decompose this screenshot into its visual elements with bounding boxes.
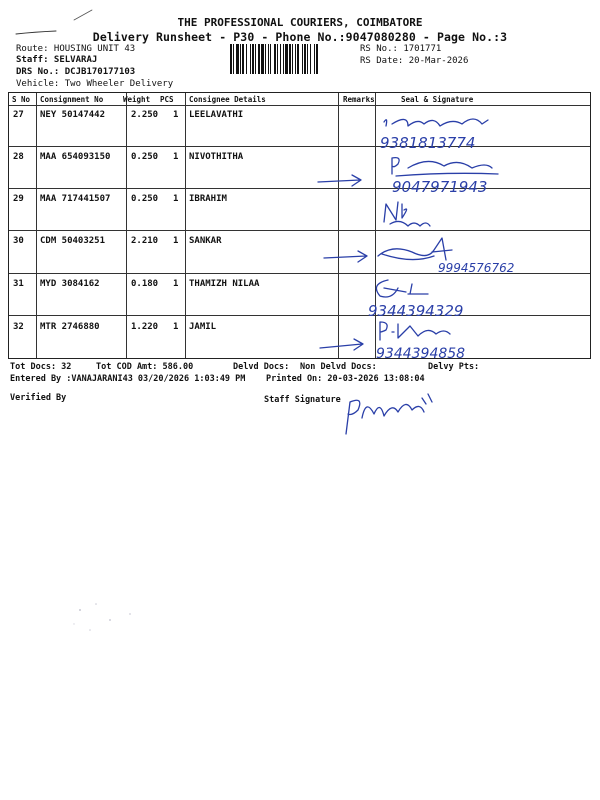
scan-speckles	[60, 590, 170, 650]
barcode-bar	[302, 44, 303, 74]
header-consignment: Consignment No	[40, 95, 104, 104]
barcode-bar	[304, 44, 306, 74]
header-weight: Weight	[123, 95, 151, 104]
row-consignment: MTR 2746880	[40, 322, 100, 332]
barcode-bar	[240, 44, 241, 74]
row-pcs: 1	[173, 152, 179, 162]
signature-row-30	[372, 234, 542, 278]
barcode-bar	[277, 44, 278, 74]
row-consignee: JAMIL	[189, 322, 217, 332]
staff-signature-label: Staff Signature	[264, 395, 341, 405]
phone-row-28: 9047971943	[392, 178, 488, 196]
barcode-bar	[280, 44, 281, 74]
row-weight: 0.250	[131, 194, 159, 204]
row-sno: 27	[13, 110, 24, 120]
barcode-bar	[233, 44, 234, 74]
row-weight: 0.180	[131, 279, 159, 289]
barcode-bar	[246, 44, 247, 74]
barcode-bar	[265, 44, 266, 74]
total-docs: Tot Docs: 32	[10, 362, 72, 372]
delivered-docs: Delvd Docs:	[233, 362, 290, 372]
runsheet-subtitle: Delivery Runsheet - P30 - Phone No.:9047080280 - Page No.:3	[92, 30, 508, 44]
barcode-bar	[255, 44, 256, 74]
delivery-points: Delvy Pts:	[428, 362, 480, 372]
barcode-bar	[252, 44, 254, 74]
entered-by: Entered By :VANAJARANI43 03/20/2026 1:03:49 PM	[10, 374, 246, 384]
row-consignment: NEY 50147442	[40, 110, 106, 120]
staff-signature	[336, 388, 446, 438]
barcode-bar	[307, 44, 308, 74]
barcode-bar	[242, 44, 244, 74]
barcode	[230, 44, 354, 74]
signature-row-32	[374, 318, 504, 362]
row-sno: 32	[13, 322, 24, 332]
barcode-bar	[292, 44, 293, 74]
row-weight: 2.250	[131, 110, 159, 120]
row-sno: 30	[13, 236, 24, 246]
row-pcs: 1	[173, 110, 179, 120]
row-consignment: MAA 654093150	[40, 152, 111, 162]
remarks-arrow	[316, 174, 366, 190]
barcode-bar	[310, 44, 311, 74]
row-sno: 29	[13, 194, 24, 204]
row-sno: 28	[13, 152, 24, 162]
barcode-bar	[314, 44, 315, 74]
remarks-arrow	[322, 250, 372, 266]
row-consignee: THAMIZH NILAA	[189, 279, 260, 289]
header-sno: S No	[12, 95, 31, 104]
row-consignee: LEELAVATHI	[189, 110, 244, 120]
barcode-bar	[258, 44, 260, 74]
barcode-bar	[261, 44, 264, 74]
phone-row-27: 9381813774	[380, 134, 476, 152]
drs-info: DRS No.: DCJB170177103	[16, 67, 136, 77]
printed-on: Printed On: 20-03-2026 13:08:04	[266, 374, 425, 384]
phone-row-31: 9344394329	[368, 302, 464, 320]
barcode-bar	[236, 44, 239, 74]
barcode-bar	[289, 44, 291, 74]
row-pcs: 1	[173, 194, 179, 204]
barcode-bar	[250, 44, 251, 74]
company-title: THE PROFESSIONAL COURIERS, COIMBATORE	[177, 16, 423, 29]
barcode-bar	[274, 44, 276, 74]
row-weight: 1.220	[131, 322, 159, 332]
barcode-bar	[316, 44, 318, 74]
row-consignment: MYD 3084162	[40, 279, 100, 289]
row-consignment: MAA 717441507	[40, 194, 111, 204]
row-consignee: IBRAHIM	[189, 194, 227, 204]
header-seal-signature: Seal & Signature	[401, 95, 474, 104]
row-pcs: 1	[173, 322, 179, 332]
phone-row-30: 9994576762	[438, 261, 515, 275]
signature-row-29	[380, 198, 440, 234]
total-cod-amount: Tot COD Amt: 586.00	[96, 362, 194, 372]
row-weight: 0.250	[131, 152, 159, 162]
barcode-bar	[295, 44, 296, 74]
verified-by-label: Verified By	[10, 393, 67, 403]
non-delivered-docs: Non Delvd Docs:	[300, 362, 377, 372]
barcode-bar	[230, 44, 232, 74]
barcode-bar	[283, 44, 284, 74]
row-pcs: 1	[173, 236, 179, 246]
row-consignment: CDM 50403251	[40, 236, 106, 246]
header-consignee: Consignee Details	[189, 95, 266, 104]
barcode-bar	[268, 44, 269, 74]
phone-row-32: 9344394858	[376, 346, 466, 362]
header-pcs: PCS	[160, 95, 174, 104]
staff-info: Staff: SELVARAJ	[16, 55, 98, 65]
signature-row-28	[388, 152, 518, 196]
rs-date: RS Date: 20-Mar-2026	[360, 56, 469, 66]
row-sno: 31	[13, 279, 24, 289]
barcode-bar	[270, 44, 271, 74]
barcode-bar	[297, 44, 299, 74]
rs-number: RS No.: 1701771	[360, 44, 442, 54]
header-remarks: Remarks	[343, 95, 375, 104]
signature-row-31	[366, 276, 496, 320]
row-pcs: 1	[173, 279, 179, 289]
vehicle-info: Vehicle: Two Wheeler Delivery	[16, 79, 174, 89]
row-consignee: SANKAR	[189, 236, 222, 246]
route-info: Route: HOUSING UNIT 43	[16, 44, 136, 54]
barcode-bar	[285, 44, 288, 74]
row-weight: 2.210	[131, 236, 159, 246]
remarks-arrow	[318, 338, 368, 356]
signature-row-27	[378, 112, 518, 152]
row-consignee: NIVOTHITHA	[189, 152, 244, 162]
